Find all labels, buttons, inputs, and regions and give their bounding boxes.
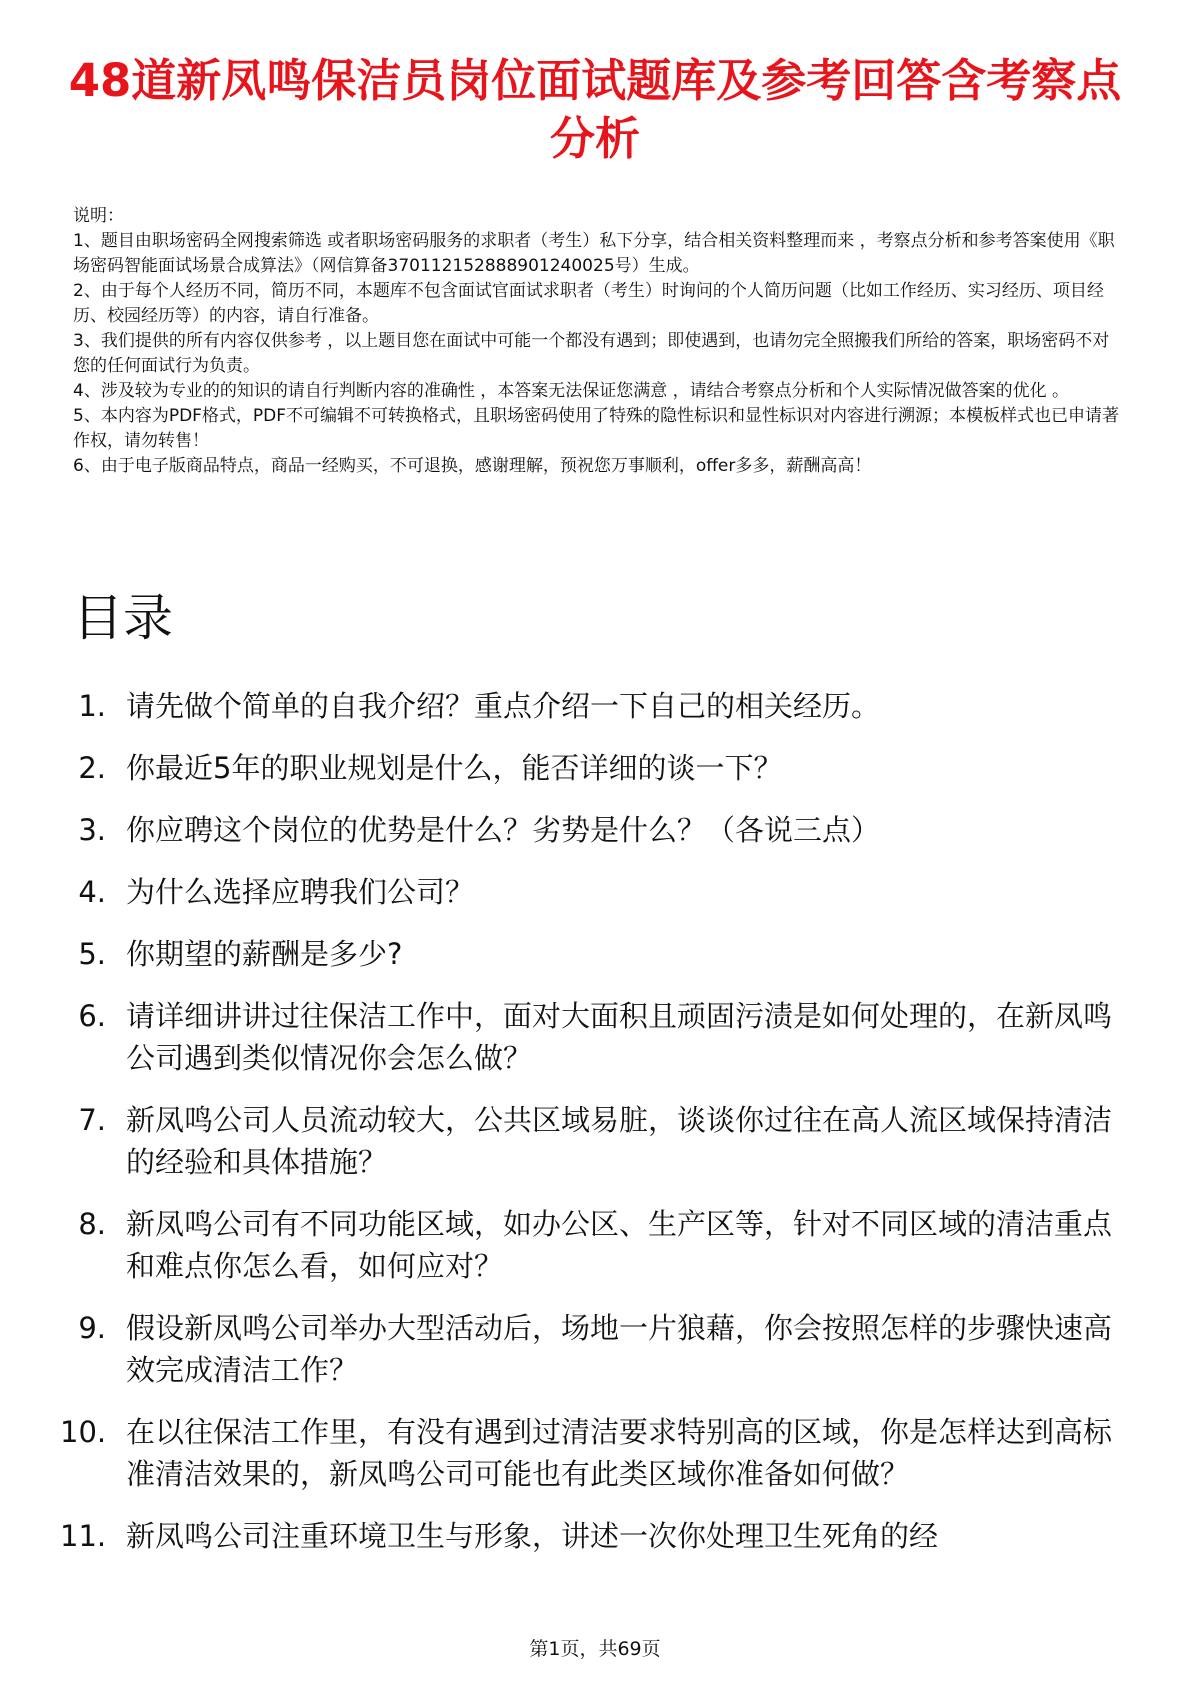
toc-item-text: 请先做个简单的自我介绍？重点介绍一下自己的相关经历。 (126, 689, 881, 723)
toc-item-number: 4. (78, 875, 106, 909)
note-5: 5、本内容为PDF格式，PDF不可编辑不可转换格式，且职场密码使用了特殊的隐性标识和显性标识对内容进行溯源；本模板样式也已申请著作权，请勿转售！ (73, 406, 1120, 451)
note-2: 2、由于每个人经历不同，简历不同，本题库不包含面试官面试求职者（考生）时询问的个人简历问题（比如工作经历、实习经历、项目经历、校园经历等）的内容，请自行准备。 (73, 281, 1104, 326)
toc-item[interactable] (60, 1307, 1120, 1391)
toc-item[interactable] (60, 747, 1120, 789)
toc-item[interactable] (60, 995, 1120, 1079)
toc-item-text: 新凤鸣公司人员流动较大，公共区域易脏，谈谈你过往在高人流区域保持清洁的经验和具体措施？ (126, 1103, 1113, 1179)
toc-item-number: 8. (78, 1207, 106, 1241)
toc-item-text: 请详细讲讲过往保洁工作中，面对大面积且顽固污渍是如何处理的，在新凤鸣公司遇到类似情况你会怎么做？ (126, 999, 1113, 1075)
page-title: 48道新凤鸣保洁员岗位面试题库及参考回答含考察点分析 (68, 54, 1122, 165)
toc-item-text: 你期望的薪酬是多少? (126, 937, 403, 971)
table-of-contents (60, 685, 1120, 1577)
note-4: 4、涉及较为专业的的知识的请自行判断内容的准确性 ，本答案无法保证您满意 ，请结合考察点分析和个人实际情况做答案的优化 。 (73, 381, 1070, 401)
toc-item-text: 你最近5年的职业规划是什么，能否详细的谈一下？ (126, 751, 783, 785)
toc-heading: 目录 (73, 589, 173, 647)
toc-item-number: 11. (60, 1519, 107, 1553)
toc-item[interactable] (60, 871, 1120, 913)
page-footer: 第1页，共69页 (529, 1638, 661, 1660)
toc-item[interactable] (60, 1203, 1120, 1287)
toc-item-text: 假设新凤鸣公司举办大型活动后，场地一片狼藉，你会按照怎样的步骤快速高效完成清洁工作？ (126, 1311, 1113, 1387)
toc-item-number: 1. (78, 689, 106, 723)
toc-item-text: 在以往保洁工作里，有没有遇到过清洁要求特别高的区域，你是怎样达到高标准清洁效果的，新凤鸣公司可能也有此类区域你准备如何做？ (126, 1415, 1113, 1491)
notes-heading: 说明： (73, 206, 124, 226)
toc-item[interactable] (60, 809, 1120, 851)
toc-item-number: 9. (78, 1311, 106, 1345)
toc-item[interactable] (60, 1099, 1120, 1183)
toc-item[interactable] (60, 685, 1120, 727)
toc-item-number: 6. (78, 999, 106, 1033)
toc-item-number: 2. (78, 751, 106, 785)
toc-item-text: 为什么选择应聘我们公司？ (126, 875, 475, 909)
note-3: 3、我们提供的所有内容仅供参考 ，以上题目您在面试中可能一个都没有遇到；即使遇到，也请勿完全照搬我们所给的答案，职场密码不对您的任何面试行为负责。 (73, 331, 1110, 376)
toc-item-text: 新凤鸣公司注重环境卫生与形象，讲述一次你处理卫生死角的经 (126, 1519, 939, 1553)
toc-item-number: 10. (60, 1415, 107, 1449)
note-1: 1、题目由职场密码全网搜索筛选 或者职场密码服务的求职者（考生）私下分享，结合相关资料整理而来 ，考察点分析和参考答案使用《职场密码智能面试场景合成算法》（网信算备370112152888901240025号）生成。 (73, 231, 1115, 276)
toc-item-text: 新凤鸣公司有不同功能区域，如办公区、生产区等，针对不同区域的清洁重点和难点你怎么看，如何应对？ (126, 1207, 1113, 1283)
note-6: 6、由于电子版商品特点，商品一经购买，不可退换，感谢理解，预祝您万事顺利，offer多多，薪酬高高！ (73, 456, 872, 476)
toc-item[interactable] (60, 1515, 1120, 1557)
toc-item-number: 7. (78, 1103, 106, 1137)
toc-item[interactable] (60, 933, 1120, 975)
toc-item-number: 3. (78, 813, 106, 847)
toc-item[interactable] (60, 1411, 1120, 1495)
disclaimer-notes (73, 204, 1123, 479)
toc-item-number: 5. (78, 937, 106, 971)
toc-item-text: 你应聘这个岗位的优势是什么？劣势是什么？（各说三点） (126, 813, 881, 847)
